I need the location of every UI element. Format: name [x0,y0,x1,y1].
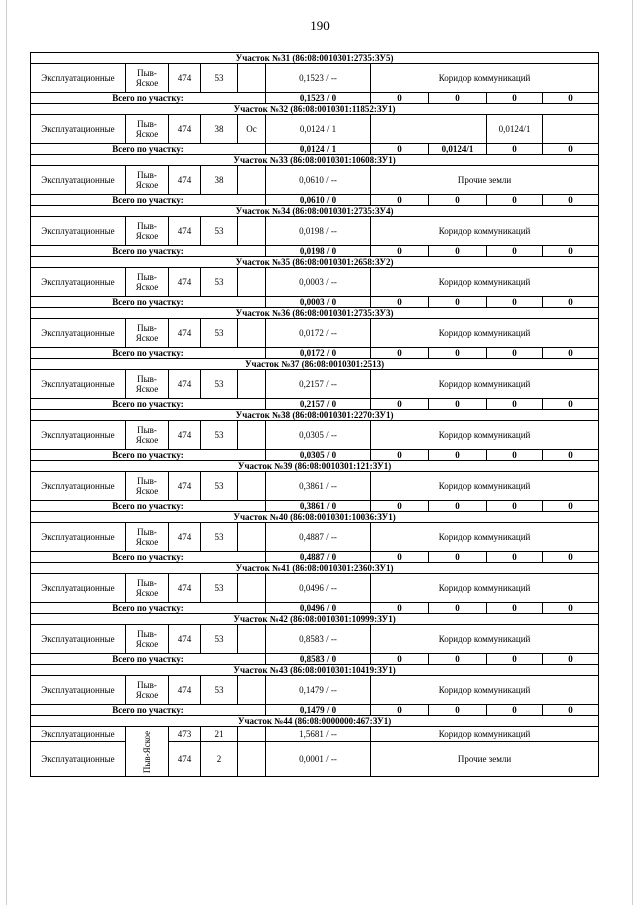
division-number: 38 [201,166,238,195]
table-row [31,268,599,297]
forest-type: Эксплуатационные [31,115,126,144]
forest-type: Эксплуатационные [31,268,126,297]
table-row [31,370,599,399]
parcel-header: Участок №42 (86:08:0010301:10999:ЗУ1) [31,614,599,625]
parcel-header-row [31,461,599,472]
total-col-1: 0 [371,144,429,155]
total-col-4: 0 [543,399,599,410]
district-name: Пыв-Яское [126,166,169,195]
total-col-4: 0 [543,552,599,563]
quarter-number: 474 [169,742,201,777]
area-value: 0,8583 / -- [266,625,371,654]
district-name: Пыв-Яское [126,319,169,348]
area-value: 0,0496 / -- [266,574,371,603]
category-code [238,268,266,297]
total-col-4: 0 [543,246,599,257]
total-col-3: 0 [487,705,543,716]
district-name: Пыв-Яское [126,625,169,654]
quarter-number: 474 [169,64,201,93]
total-row [31,654,599,665]
area-value: 0,0610 / -- [266,166,371,195]
total-area: 0,1523 / 0 [266,93,371,104]
total-col-2: 0 [429,501,487,512]
district-name: Пыв-Яское [126,676,169,705]
district-name: Пыв-Яское [126,217,169,246]
total-col-1: 0 [371,705,429,716]
forest-type: Эксплуатационные [31,574,126,603]
total-col-2: 0 [429,552,487,563]
forest-type: Эксплуатационные [31,319,126,348]
total-col-4: 0 [543,195,599,206]
total-col-3: 0 [487,552,543,563]
quarter-number: 474 [169,268,201,297]
forest-type: Эксплуатационные [31,625,126,654]
total-col-3: 0 [487,195,543,206]
table-row [31,166,599,195]
forest-type: Эксплуатационные [31,217,126,246]
total-col-2: 0 [429,654,487,665]
total-col-1: 0 [371,552,429,563]
total-area: 0,4887 / 0 [266,552,371,563]
parcel-header: Участок №43 (86:08:0010301:10419:ЗУ1) [31,665,599,676]
land-use-blank-2 [543,115,599,144]
division-number: 53 [201,472,238,501]
parcel-header: Участок №32 (86:08:0010301:11852:ЗУ1) [31,104,599,115]
area-value: 0,0124 / 1 [266,115,371,144]
division-number: 53 [201,319,238,348]
total-area: 0,1479 / 0 [266,705,371,716]
scan-left-edge [6,0,7,905]
parcel-header-row [31,512,599,523]
land-use: Коридор коммуникаций [371,421,599,450]
total-area: 0,0124 / 1 [266,144,371,155]
parcels-table [30,52,599,777]
total-label: Всего по участку: [31,501,266,512]
total-col-2: 0 [429,195,487,206]
parcel-header-row [31,716,599,727]
total-row [31,399,599,410]
land-use: Коридор коммуникаций [371,472,599,501]
total-col-3: 0 [487,348,543,359]
quarter-number: 474 [169,421,201,450]
total-row [31,195,599,206]
parcel-header: Участок №44 (86:08:0000000:467:ЗУ1) [31,716,599,727]
total-label: Всего по участку: [31,195,266,206]
category-code [238,742,266,777]
table-row [31,217,599,246]
table-row [31,64,599,93]
district-name-vertical [126,727,169,777]
category-code [238,64,266,93]
category-code [238,523,266,552]
parcel-header-row [31,665,599,676]
table-row [31,319,599,348]
total-col-2: 0,0124/1 [429,144,487,155]
total-col-3: 0 [487,501,543,512]
table-row [31,472,599,501]
total-label: Всего по участку: [31,144,266,155]
total-row [31,603,599,614]
total-col-4: 0 [543,93,599,104]
parcel-header: Участок №39 (86:08:0010301:121:ЗУ1) [31,461,599,472]
total-area: 0,0198 / 0 [266,246,371,257]
total-col-4: 0 [543,501,599,512]
parcel-header: Участок №35 (86:08:0010301:2658:ЗУ2) [31,257,599,268]
division-number: 53 [201,676,238,705]
forest-type: Эксплуатационные [31,676,126,705]
total-area: 0,0496 / 0 [266,603,371,614]
forest-type: Эксплуатационные [31,742,126,777]
district-name: Пыв-Яское [126,370,169,399]
total-row [31,450,599,461]
forest-type: Эксплуатационные [31,166,126,195]
total-label: Всего по участку: [31,603,266,614]
quarter-number: 474 [169,115,201,144]
total-label: Всего по участку: [31,297,266,308]
quarter-number: 474 [169,472,201,501]
land-use: Коридор коммуникаций [371,625,599,654]
district-name: Пыв-Яское [126,472,169,501]
total-col-1: 0 [371,654,429,665]
total-col-1: 0 [371,399,429,410]
total-col-1: 0 [371,195,429,206]
land-use-value: 0,0124/1 [487,115,543,144]
district-name: Пыв-Яское [126,115,169,144]
division-number: 53 [201,64,238,93]
total-row [31,93,599,104]
total-row [31,552,599,563]
quarter-number: 474 [169,676,201,705]
total-area: 0,0003 / 0 [266,297,371,308]
district-name: Пыв-Яское [126,421,169,450]
district-name: Пыв-Яское [126,574,169,603]
area-value: 0,1523 / -- [266,64,371,93]
division-number: 53 [201,574,238,603]
land-use: Прочие земли [371,166,599,195]
total-col-1: 0 [371,450,429,461]
table-row [31,625,599,654]
total-col-2: 0 [429,603,487,614]
category-code [238,676,266,705]
total-col-4: 0 [543,654,599,665]
land-use: Коридор коммуникаций [371,727,599,742]
total-area: 0,0305 / 0 [266,450,371,461]
forest-type: Эксплуатационные [31,472,126,501]
parcel-header-row [31,206,599,217]
total-col-2: 0 [429,93,487,104]
total-row [31,501,599,512]
parcel-header: Участок №40 (86:08:0010301:10036:ЗУ1) [31,512,599,523]
scan-right-edge [632,0,633,905]
total-label: Всего по участку: [31,348,266,359]
total-col-1: 0 [371,348,429,359]
parcel-header-row [31,104,599,115]
area-value: 0,1479 / -- [266,676,371,705]
total-col-1: 0 [371,603,429,614]
table-row [31,742,599,777]
land-use: Прочие земли [371,742,599,777]
total-row [31,246,599,257]
division-number: 53 [201,523,238,552]
parcel-header: Участок №38 (86:08:0010301:2270:ЗУ1) [31,410,599,421]
land-use: Коридор коммуникаций [371,523,599,552]
division-number: 21 [201,727,238,742]
parcel-header-row [31,155,599,166]
quarter-number: 474 [169,625,201,654]
parcel-header-row [31,410,599,421]
land-use: Коридор коммуникаций [371,574,599,603]
area-value: 0,0198 / -- [266,217,371,246]
total-row [31,144,599,155]
area-value: 0,0001 / -- [266,742,371,777]
parcel-header: Участок №31 (86:08:0010301:2735:ЗУ5) [31,53,599,64]
quarter-number: 474 [169,574,201,603]
forest-type: Эксплуатационные [31,421,126,450]
area-value: 1,5681 / -- [266,727,371,742]
area-value: 0,4887 / -- [266,523,371,552]
area-value: 0,0172 / -- [266,319,371,348]
area-value: 0,0305 / -- [266,421,371,450]
total-col-3: 0 [487,603,543,614]
land-use: Коридор коммуникаций [371,370,599,399]
table-row [31,421,599,450]
parcel-header: Участок №36 (86:08:0010301:2735:ЗУ3) [31,308,599,319]
total-col-4: 0 [543,603,599,614]
division-number: 2 [201,742,238,777]
land-use-blank [371,115,487,144]
total-col-4: 0 [543,450,599,461]
total-col-2: 0 [429,450,487,461]
category-code [238,625,266,654]
total-col-3: 0 [487,654,543,665]
total-row [31,297,599,308]
category-code [238,574,266,603]
table-row [31,574,599,603]
total-col-2: 0 [429,297,487,308]
total-label: Всего по участку: [31,93,266,104]
total-col-4: 0 [543,297,599,308]
category-code [238,727,266,742]
land-use: Коридор коммуникаций [371,268,599,297]
total-col-1: 0 [371,501,429,512]
category-code [238,472,266,501]
total-label: Всего по участку: [31,552,266,563]
table-row [31,676,599,705]
land-use: Коридор коммуникаций [371,217,599,246]
parcel-header-row [31,359,599,370]
parcel-header: Участок №37 (86:08:0010301:2513) [31,359,599,370]
category-code [238,370,266,399]
total-col-1: 0 [371,297,429,308]
division-number: 53 [201,217,238,246]
category-code [238,217,266,246]
division-number: 53 [201,268,238,297]
total-area: 0,0172 / 0 [266,348,371,359]
category-code [238,166,266,195]
total-area: 0,3861 / 0 [266,501,371,512]
parcel-header-row [31,53,599,64]
parcel-header: Участок №33 (86:08:0010301:10608:ЗУ1) [31,155,599,166]
division-number: 53 [201,370,238,399]
total-col-3: 0 [487,450,543,461]
category-code [238,319,266,348]
quarter-number: 474 [169,217,201,246]
total-col-4: 0 [543,348,599,359]
total-col-4: 0 [543,705,599,716]
land-use: Коридор коммуникаций [371,676,599,705]
total-col-3: 0 [487,144,543,155]
district-name: Пыв-Яское [126,523,169,552]
quarter-number: 474 [169,166,201,195]
district-name: Пыв-Яское [126,64,169,93]
division-number: 53 [201,625,238,654]
total-label: Всего по участку: [31,450,266,461]
total-area: 0,2157 / 0 [266,399,371,410]
total-col-3: 0 [487,93,543,104]
area-value: 0,3861 / -- [266,472,371,501]
area-value: 0,0003 / -- [266,268,371,297]
district-name: Пыв-Яское [126,268,169,297]
total-area: 0,8583 / 0 [266,654,371,665]
total-label: Всего по участку: [31,399,266,410]
total-col-3: 0 [487,399,543,410]
total-col-2: 0 [429,348,487,359]
total-col-1: 0 [371,93,429,104]
forest-type: Эксплуатационные [31,523,126,552]
table-row [31,727,599,742]
parcel-header-row [31,614,599,625]
forest-type: Эксплуатационные [31,370,126,399]
quarter-number: 474 [169,370,201,399]
quarter-number: 473 [169,727,201,742]
table-row [31,115,599,144]
forest-type: Эксплуатационные [31,64,126,93]
total-col-4: 0 [543,144,599,155]
total-col-2: 0 [429,705,487,716]
total-label: Всего по участку: [31,246,266,257]
total-area: 0,0610 / 0 [266,195,371,206]
parcel-header-row [31,308,599,319]
division-number: 38 [201,115,238,144]
total-label: Всего по участку: [31,654,266,665]
land-use: Коридор коммуникаций [371,64,599,93]
category-code [238,421,266,450]
total-label: Всего по участку: [31,705,266,716]
total-col-2: 0 [429,399,487,410]
parcel-header: Участок №34 (86:08:0010301:2735:ЗУ4) [31,206,599,217]
division-number: 53 [201,421,238,450]
area-value: 0,2157 / -- [266,370,371,399]
parcel-header-row [31,257,599,268]
forest-type: Эксплуатационные [31,727,126,742]
total-col-2: 0 [429,246,487,257]
total-col-1: 0 [371,246,429,257]
quarter-number: 474 [169,319,201,348]
total-row [31,348,599,359]
parcel-header-row [31,563,599,574]
page-number: 190 [310,18,330,33]
category-code: Ос [238,115,266,144]
total-row [31,705,599,716]
land-use: Коридор коммуникаций [371,319,599,348]
total-col-3: 0 [487,246,543,257]
total-col-3: 0 [487,297,543,308]
quarter-number: 474 [169,523,201,552]
parcel-header: Участок №41 (86:08:0010301:2360:ЗУ1) [31,563,599,574]
table-row [31,523,599,552]
district-name: Пыв-Яское [142,730,153,773]
